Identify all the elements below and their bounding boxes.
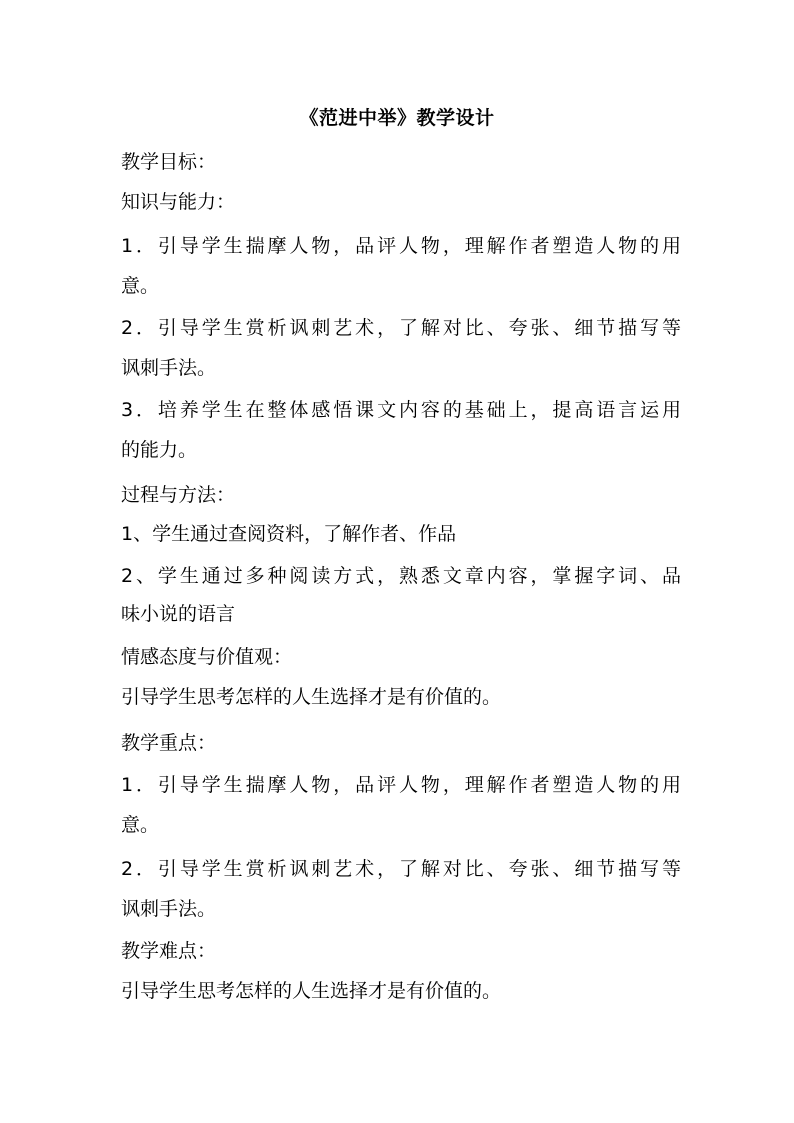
goal-line: 3．培养学生在整体感悟课文内容的基础上，提高语言运用: [121, 399, 681, 421]
goal-line: 2．引导学生赏析讽刺艺术，了解对比、夸张、细节描写等: [121, 317, 681, 339]
heading-difficulties: 教学难点：: [121, 940, 217, 962]
key-point-line: 意。: [121, 814, 160, 836]
process-line: 2、学生通过多种阅读方式，熟悉文章内容，掌握字词、品: [121, 565, 681, 587]
goal-line: 意。: [121, 275, 160, 297]
process-line: 味小说的语言: [121, 603, 236, 625]
values-line: 引导学生思考怎样的人生选择才是有价值的。: [121, 686, 502, 708]
process-line: 1、学生通过查阅资料，了解作者、作品: [121, 523, 457, 545]
heading-key-points: 教学重点：: [121, 732, 217, 754]
key-point-line: 1．引导学生揣摩人物，品评人物，理解作者塑造人物的用: [121, 774, 681, 796]
goal-line: 讽刺手法。: [121, 357, 217, 379]
heading-knowledge-ability: 知识与能力：: [121, 191, 236, 213]
document-title: 《范进中举》教学设计: [299, 107, 495, 129]
heading-emotion-values: 情感态度与价值观：: [121, 646, 293, 668]
difficulty-line: 引导学生思考怎样的人生选择才是有价值的。: [121, 980, 502, 1002]
heading-teaching-goals: 教学目标：: [121, 151, 217, 173]
goal-line: 的能力。: [121, 439, 198, 461]
goal-line: 1．引导学生揣摩人物，品评人物，理解作者塑造人物的用: [121, 235, 681, 257]
key-point-line: 讽刺手法。: [121, 898, 217, 920]
heading-process-method: 过程与方法：: [121, 484, 236, 506]
key-point-line: 2．引导学生赏析讽刺艺术，了解对比、夸张、细节描写等: [121, 858, 681, 880]
